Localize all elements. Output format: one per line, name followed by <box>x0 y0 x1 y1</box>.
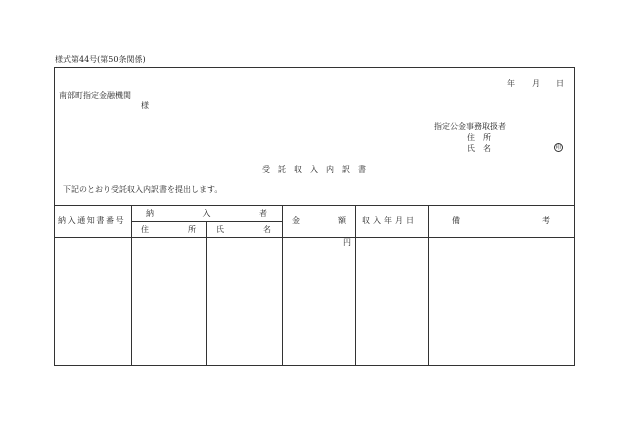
header-payer-address <box>141 226 196 234</box>
amount-unit: 円 <box>343 238 351 247</box>
table-col-divider-4 <box>355 205 356 366</box>
header-amount-char-1: 金 <box>292 216 300 225</box>
date-year: 年 <box>507 79 515 88</box>
header-remarks <box>452 217 550 225</box>
header-payer-address-char-2: 所 <box>188 225 196 234</box>
header-remarks-char-1: 備 <box>452 216 460 225</box>
addressee-institution: 南部町指定金融機関 <box>59 91 131 100</box>
header-remarks-char-2: 考 <box>542 216 550 225</box>
form-number: 様式第44号(第50条関係) <box>55 55 146 64</box>
header-payer <box>146 210 267 218</box>
header-payer-address-char-1: 住 <box>141 225 149 234</box>
submitter-name-label: 氏 名 <box>467 144 491 153</box>
table-col-divider-2 <box>206 221 207 366</box>
header-payer-char-3: 者 <box>259 209 267 218</box>
header-payer-char-2: 入 <box>202 209 211 218</box>
table-col-divider-1 <box>131 205 132 366</box>
header-notice-number: 納入通知書番号 <box>58 216 126 225</box>
addressee-honorific: 様 <box>141 101 149 110</box>
header-amount <box>292 217 346 225</box>
header-payer-char-1: 納 <box>146 209 154 218</box>
intro-text: 下記のとおり受託収入内訳書を提出します。 <box>63 185 223 194</box>
table-header-bottom-line <box>54 237 575 238</box>
submitter-address-label: 住 所 <box>467 133 491 142</box>
document-title: 受 託 収 入 内 訳 書 <box>262 165 366 174</box>
table-col-divider-5 <box>428 205 429 366</box>
header-payer-name-char-2: 名 <box>263 225 271 234</box>
header-payer-name <box>216 226 271 234</box>
submitter-role: 指定公金事務取扱者 <box>434 122 506 131</box>
date-month: 月 <box>532 79 540 88</box>
header-received-date: 収入年月日 <box>362 216 417 225</box>
header-payer-name-char-1: 氏 <box>216 225 224 234</box>
seal-icon: 印 <box>555 144 562 151</box>
header-amount-char-2: 額 <box>338 216 346 225</box>
date-day: 日 <box>556 79 564 88</box>
table-top-line <box>54 205 575 206</box>
table-col-divider-3 <box>282 205 283 366</box>
